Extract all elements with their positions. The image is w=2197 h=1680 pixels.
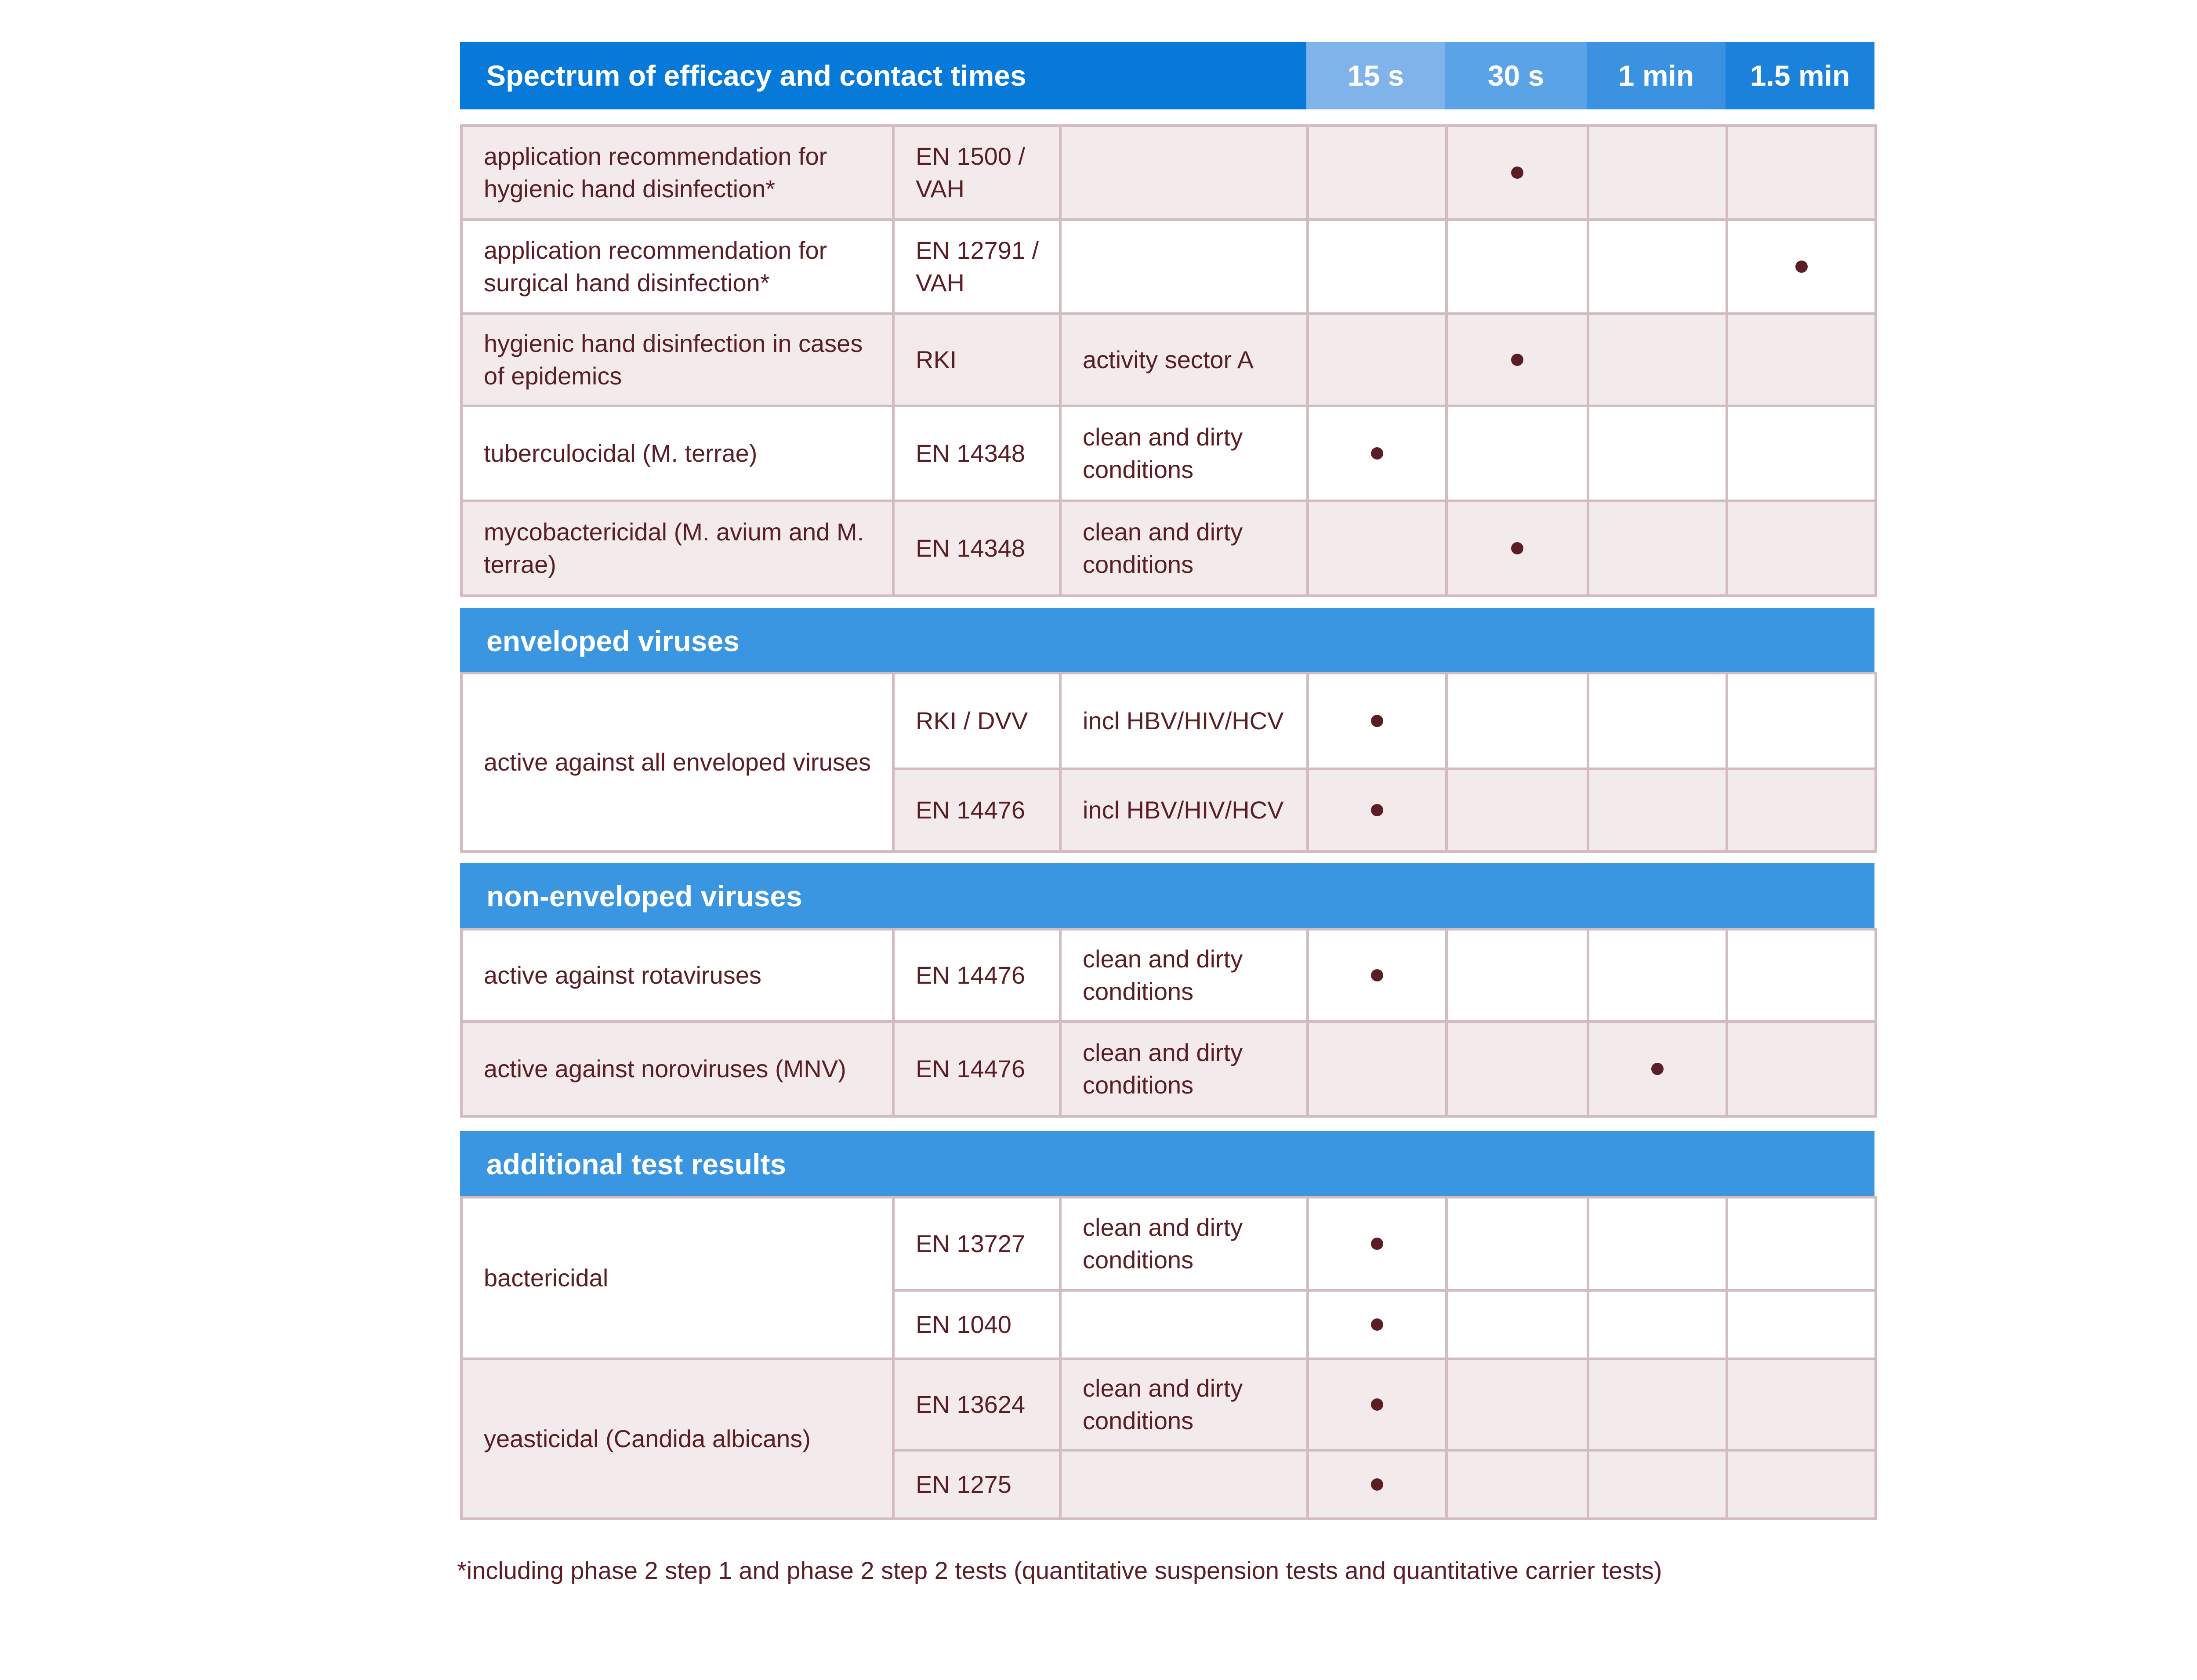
- time-cell: [1588, 1197, 1727, 1290]
- time-header-30s: 30 s: [1445, 42, 1587, 109]
- row-standard: EN 12791 / VAH: [893, 220, 1060, 314]
- efficacy-dot-icon: [1371, 1478, 1383, 1491]
- time-cell: [1308, 769, 1447, 851]
- row-condition: clean and dirty conditions: [1060, 1359, 1308, 1450]
- section-band-non-enveloped-viruses: non-enveloped viruses: [460, 863, 1874, 929]
- time-cell: [1588, 220, 1727, 314]
- time-cell: [1588, 1450, 1727, 1519]
- row-condition: clean and dirty conditions: [1060, 1021, 1308, 1116]
- section-band-additional-test-results: additional test results: [460, 1131, 1874, 1197]
- table-header: [460, 42, 1874, 109]
- efficacy-dot-icon: [1371, 804, 1383, 816]
- time-cell: [1447, 501, 1588, 596]
- row-condition: incl HBV/HIV/HCV: [1060, 769, 1308, 851]
- time-cell: [1308, 314, 1447, 406]
- time-cell: [1447, 314, 1588, 406]
- efficacy-dot-icon: [1371, 1318, 1383, 1331]
- row-condition: activity sector A: [1060, 314, 1308, 406]
- time-cell: [1727, 673, 1876, 769]
- table-row: [461, 1021, 1876, 1116]
- time-cell: [1588, 673, 1727, 769]
- efficacy-dot-icon: [1795, 261, 1808, 273]
- section-general-table: [460, 124, 1877, 597]
- table-row: [461, 220, 1876, 314]
- row-condition: [1060, 126, 1308, 220]
- row-condition: [1060, 220, 1308, 314]
- row-condition: [1060, 1450, 1308, 1519]
- time-cell: [1727, 406, 1876, 501]
- time-cell: [1588, 1021, 1727, 1116]
- time-cell: [1308, 1359, 1447, 1450]
- row-standard: EN 13727: [893, 1197, 1060, 1290]
- time-cell: [1447, 1359, 1588, 1450]
- time-cell: [1727, 126, 1876, 220]
- time-cell: [1727, 1197, 1876, 1290]
- time-cell: [1727, 501, 1876, 596]
- time-cell: [1588, 929, 1727, 1021]
- time-cell: [1308, 220, 1447, 314]
- time-cell: [1447, 673, 1588, 769]
- table-row: [461, 501, 1876, 596]
- time-cell: [1588, 126, 1727, 220]
- time-cell: [1447, 126, 1588, 220]
- row-standard: EN 13624: [893, 1359, 1060, 1450]
- efficacy-dot-icon: [1511, 542, 1523, 554]
- time-cell: [1588, 501, 1727, 596]
- time-cell: [1727, 1021, 1876, 1116]
- row-condition: [1060, 1290, 1308, 1359]
- time-cell: [1308, 501, 1447, 596]
- table-row: [461, 673, 1876, 769]
- row-standard: RKI / DVV: [893, 673, 1060, 769]
- efficacy-dot-icon: [1371, 1238, 1383, 1250]
- section-enveloped-viruses-table: [460, 672, 1877, 853]
- efficacy-dot-icon: [1511, 167, 1523, 179]
- time-cell: [1447, 769, 1588, 851]
- row-condition: clean and dirty conditions: [1060, 406, 1308, 501]
- time-cell: [1727, 929, 1876, 1021]
- footnote: *including phase 2 step 1 and phase 2 step 2 tests (quantitative suspension tests and quantitative carrier tests): [457, 1557, 1662, 1584]
- row-label: active against noroviruses (MNV): [461, 1021, 893, 1116]
- row-standard: EN 14476: [893, 1021, 1060, 1116]
- row-label: application recommendation for hygienic hand disinfection*: [461, 126, 893, 220]
- time-cell: [1308, 929, 1447, 1021]
- time-cell: [1447, 1197, 1588, 1290]
- table-row: [461, 406, 1876, 501]
- time-cell: [1308, 673, 1447, 769]
- time-cell: [1308, 1021, 1447, 1116]
- time-cell: [1447, 1290, 1588, 1359]
- row-label: hygienic hand disinfection in cases of epidemics: [461, 314, 893, 406]
- row-standard: EN 14348: [893, 501, 1060, 596]
- time-cell: [1308, 1290, 1447, 1359]
- section-band-enveloped-viruses: enveloped viruses: [460, 608, 1874, 674]
- efficacy-dot-icon: [1371, 969, 1383, 981]
- time-header-1min: 1 min: [1587, 42, 1726, 109]
- row-standard: EN 1040: [893, 1290, 1060, 1359]
- time-header-1-5min: 1.5 min: [1726, 42, 1874, 109]
- time-cell: [1447, 406, 1588, 501]
- row-standard: EN 1500 / VAH: [893, 126, 1060, 220]
- time-cell: [1588, 406, 1727, 501]
- table-row: [461, 126, 1876, 220]
- time-cell: [1447, 1450, 1588, 1519]
- row-condition: incl HBV/HIV/HCV: [1060, 673, 1308, 769]
- efficacy-dot-icon: [1651, 1063, 1664, 1075]
- row-label: bactericidal: [461, 1197, 893, 1359]
- table-row: [461, 1197, 1876, 1290]
- time-cell: [1447, 929, 1588, 1021]
- table-row: [461, 1359, 1876, 1450]
- efficacy-dot-icon: [1371, 447, 1383, 460]
- row-label: yeasticidal (Candida albicans): [461, 1359, 893, 1519]
- time-cell: [1447, 1021, 1588, 1116]
- row-condition: clean and dirty conditions: [1060, 929, 1308, 1021]
- time-cell: [1447, 220, 1588, 314]
- time-cell: [1727, 1290, 1876, 1359]
- time-cell: [1308, 406, 1447, 501]
- row-standard: EN 14476: [893, 769, 1060, 851]
- time-cell: [1727, 1359, 1876, 1450]
- time-cell: [1588, 769, 1727, 851]
- row-label: active against all enveloped viruses: [461, 673, 893, 851]
- time-cell: [1588, 1290, 1727, 1359]
- row-label: tuberculocidal (M. terrae): [461, 406, 893, 501]
- row-label: application recommendation for surgical hand disinfection*: [461, 220, 893, 314]
- time-cell: [1727, 1450, 1876, 1519]
- time-cell: [1588, 314, 1727, 406]
- time-cell: [1727, 220, 1876, 314]
- section-additional-tests-table: [460, 1196, 1877, 1520]
- efficacy-dot-icon: [1511, 354, 1523, 366]
- table-title: Spectrum of efficacy and contact times: [460, 42, 1306, 109]
- time-cell: [1308, 126, 1447, 220]
- time-header-15s: 15 s: [1306, 42, 1445, 109]
- row-condition: clean and dirty conditions: [1060, 1197, 1308, 1290]
- row-condition: clean and dirty conditions: [1060, 501, 1308, 596]
- row-standard: EN 14476: [893, 929, 1060, 1021]
- time-cell: [1727, 314, 1876, 406]
- row-label: mycobactericidal (M. avium and M. terrae): [461, 501, 893, 596]
- table-row: [461, 929, 1876, 1021]
- table-row: [461, 314, 1876, 406]
- row-label: active against rotaviruses: [461, 929, 893, 1021]
- efficacy-dot-icon: [1371, 1398, 1383, 1411]
- section-non-enveloped-viruses-table: [460, 928, 1877, 1118]
- row-standard: EN 1275: [893, 1450, 1060, 1519]
- time-cell: [1308, 1450, 1447, 1519]
- row-standard: RKI: [893, 314, 1060, 406]
- row-standard: EN 14348: [893, 406, 1060, 501]
- time-cell: [1308, 1197, 1447, 1290]
- time-cell: [1727, 769, 1876, 851]
- time-cell: [1588, 1359, 1727, 1450]
- efficacy-dot-icon: [1371, 715, 1383, 727]
